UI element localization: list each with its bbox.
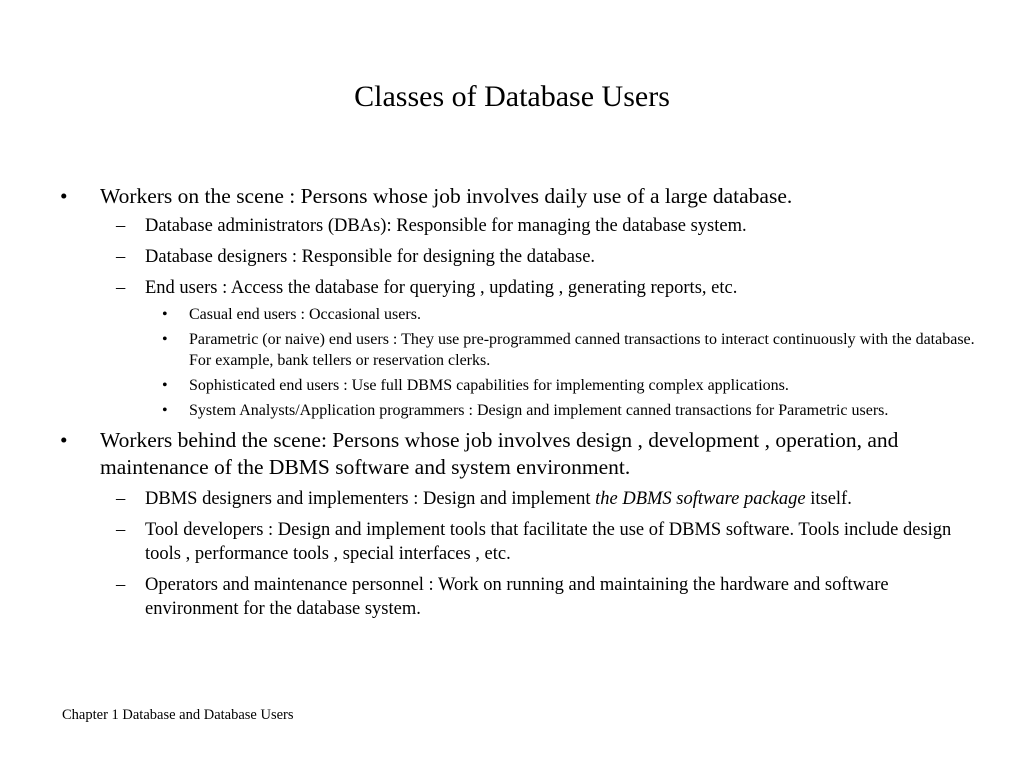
dash-marker: – <box>116 278 126 298</box>
slide-body <box>60 183 980 628</box>
slide-title: Classes of Database Users <box>354 80 670 113</box>
bullet-marker: • <box>162 306 168 323</box>
sub-bullet-text <box>145 489 852 509</box>
bullet-text: Workers on the scene : Persons whose job involves daily use of a large database. <box>100 184 793 208</box>
sub-bullet-item <box>116 487 980 511</box>
sub-sub-bullet-item <box>162 304 980 325</box>
dash-marker: – <box>116 489 126 509</box>
sub-bullet-text: Database administrators (DBAs): Responsible for managing the database system. <box>145 216 747 236</box>
bullet-marker: • <box>60 184 68 208</box>
dash-marker: – <box>116 575 126 595</box>
sub-sub-bullet-text: Sophisticated end users : Use full DBMS capabilities for implementing complex applications. <box>189 377 789 394</box>
sub-bullet-item <box>116 276 980 300</box>
sub-bullet-item <box>116 245 980 269</box>
sub-sub-bullet-item <box>162 400 980 421</box>
sub-bullet-item <box>116 214 980 238</box>
sub-bullet-text: Database designers : Responsible for designing the database. <box>145 247 596 267</box>
sub-sub-bullet-item <box>162 329 980 371</box>
sub-bullet-text: Operators and maintenance personnel : Work on running and maintaining the hardware and software environment for the database system. <box>145 575 889 619</box>
slide-footer: Chapter 1 Database and Database Users <box>62 707 294 723</box>
sub-bullet-item <box>116 518 980 566</box>
sub-bullet-text-plain: itself. <box>805 489 852 509</box>
dash-marker: – <box>116 216 126 236</box>
dash-marker: – <box>116 520 126 540</box>
bullet-item <box>60 183 980 210</box>
sub-bullet-text: Tool developers : Design and implement tools that facilitate the use of DBMS software. Tools include design tools , performance tools , special interfaces , etc. <box>145 520 952 564</box>
sub-sub-bullet-text: System Analysts/Application programmers : Design and implement canned transactions for Parametric users. <box>189 402 889 419</box>
sub-sub-bullet-text: Casual end users : Occasional users. <box>189 306 421 323</box>
sub-sub-bullet-item <box>162 375 980 396</box>
sub-bullet-item <box>116 573 980 621</box>
bullet-item <box>60 427 980 481</box>
bullet-text: Workers behind the scene: Persons whose job involves design , development , operation, and maintenance of the DBMS software and system environment. <box>100 428 899 479</box>
bullet-marker: • <box>162 377 168 394</box>
sub-sub-bullet-text: Parametric (or naive) end users : They use pre-programmed canned transactions to interact continuously with the database. For example, bank tellers or reservation clerks. <box>189 331 975 369</box>
bullet-marker: • <box>60 428 68 452</box>
dash-marker: – <box>116 247 126 267</box>
bullet-marker: • <box>162 331 168 348</box>
sub-bullet-text: End users : Access the database for querying , updating , generating reports, etc. <box>145 278 738 298</box>
bullet-marker: • <box>162 402 168 419</box>
sub-bullet-text-plain: DBMS designers and implementers : Design and implement <box>145 489 596 509</box>
sub-bullet-text-emphasis: the DBMS software package <box>595 489 806 509</box>
